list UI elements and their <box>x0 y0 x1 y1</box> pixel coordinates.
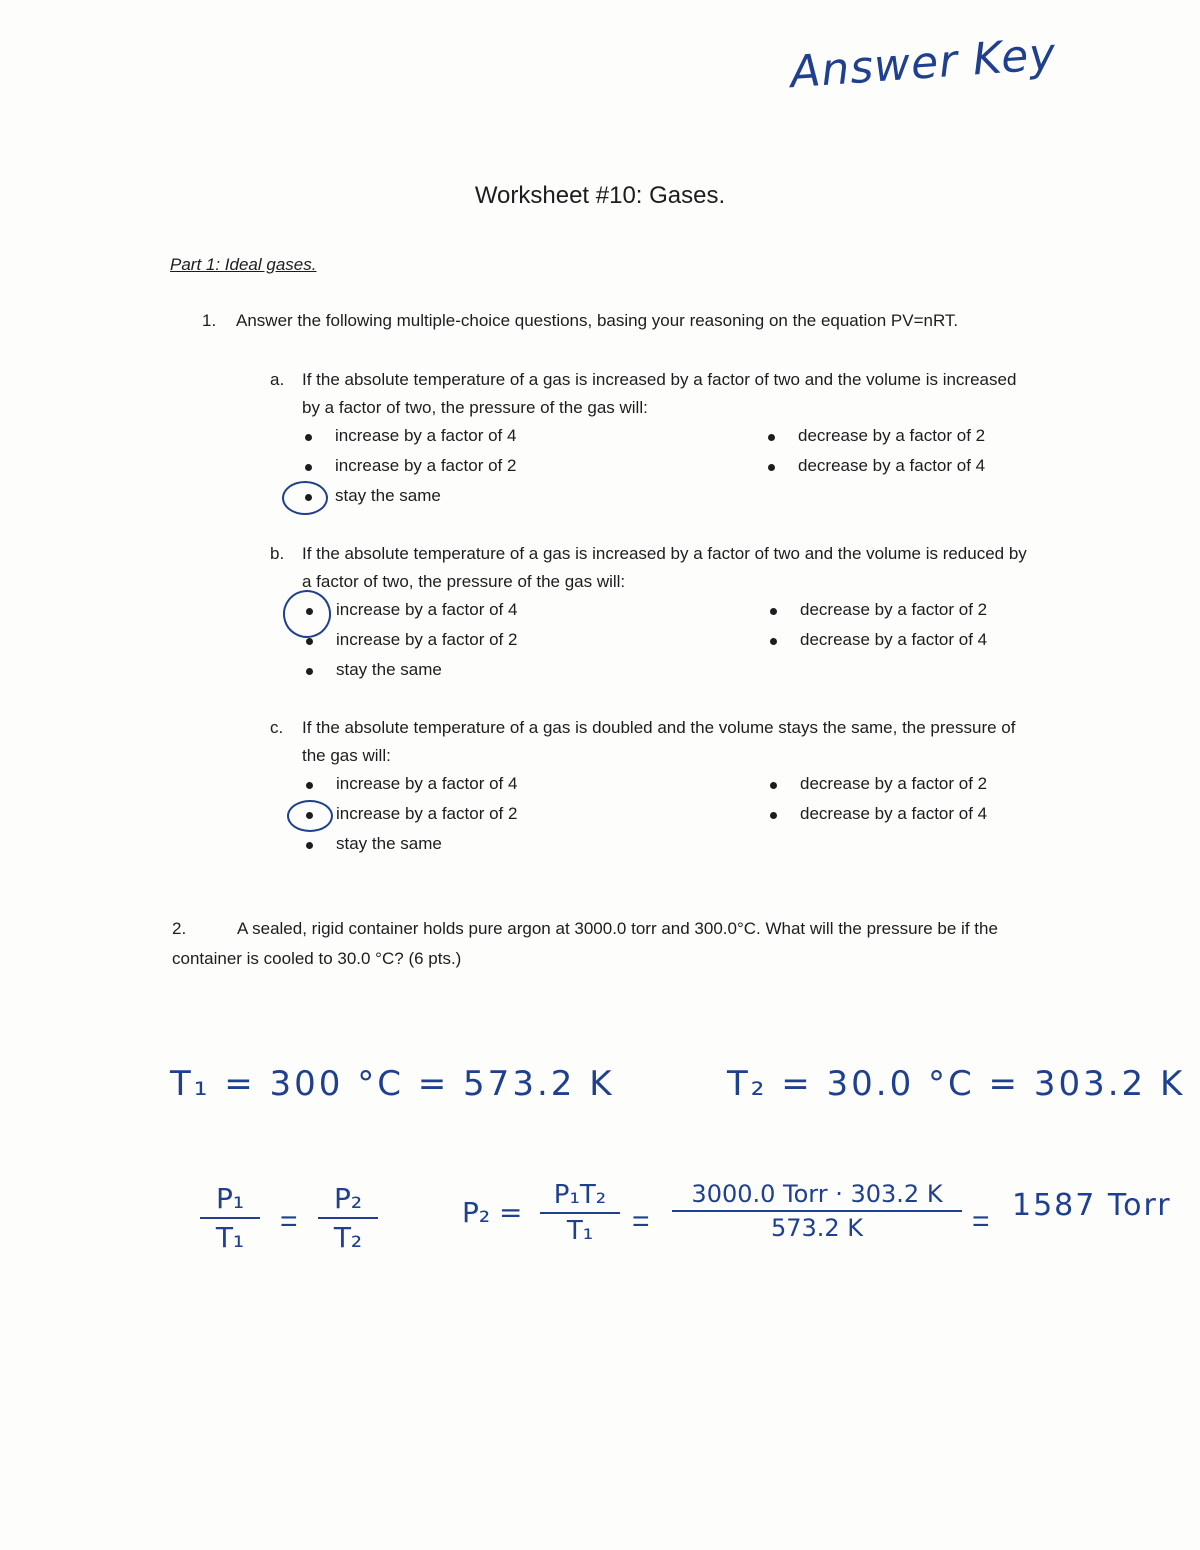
bullet-icon <box>305 464 312 471</box>
option-c-4[interactable]: decrease by a factor of 2 <box>800 774 987 794</box>
fraction-p1t2-t1: P₁T₂ T₁ <box>540 1180 620 1246</box>
option-c-2[interactable]: increase by a factor of 2 <box>336 804 517 824</box>
equals-sign-3: = <box>972 1205 990 1238</box>
fraction-bar <box>672 1210 962 1212</box>
fraction-bar <box>540 1212 620 1214</box>
subquestion-a <box>270 366 1030 422</box>
option-b-5[interactable]: decrease by a factor of 4 <box>800 630 987 650</box>
fraction-bar <box>200 1217 260 1219</box>
subquestion-c-stem: If the absolute temperature of a gas is doubled and the volume stays the same, the pressure of the gas will: <box>302 718 1016 765</box>
selected-answer-circle-a <box>282 481 328 515</box>
page-title: Worksheet #10: Gases. <box>474 182 726 209</box>
question-2-prompt: A sealed, rigid container holds pure argon at 3000.0 torr and 300.0°C. What will the pressure be if the container is cooled to 30.0 °C? (6 pts.) <box>172 919 998 968</box>
question-1-prompt: Answer the following multiple-choice questions, basing your reasoning on the equation PV=nRT. <box>236 311 959 330</box>
bullet-icon <box>770 812 777 819</box>
subquestion-a-letter: a. <box>270 370 285 389</box>
bullet-icon <box>770 782 777 789</box>
bullet-icon <box>306 638 313 645</box>
bullet-icon <box>770 638 777 645</box>
bullet-icon <box>768 464 775 471</box>
question-2 <box>172 914 1032 974</box>
work-t1-conversion: T₁ = 300 °C = 573.2 K <box>170 1064 615 1104</box>
bullet-icon <box>770 608 777 615</box>
selected-answer-circle-c <box>287 800 333 832</box>
subquestion-b-stem: If the absolute temperature of a gas is increased by a factor of two and the volume is reduced by a factor of two, the pressure of the gas will: <box>302 544 1027 591</box>
option-b-3[interactable]: stay the same <box>336 660 442 680</box>
equals-sign-1: = <box>280 1205 298 1238</box>
option-b-2[interactable]: increase by a factor of 2 <box>336 630 517 650</box>
question-2-number: 2. <box>172 919 187 938</box>
bullet-icon <box>306 668 313 675</box>
equals-sign-2: = <box>632 1205 650 1238</box>
bullet-icon <box>306 782 313 789</box>
bullet-icon <box>305 434 312 441</box>
answer-key-handwriting: Answer Key <box>788 28 1058 99</box>
option-a-4[interactable]: decrease by a factor of 2 <box>798 426 985 446</box>
work-result: 1587 Torr <box>1012 1188 1172 1223</box>
fraction-p1-t1: P₁ T₁ <box>200 1182 260 1254</box>
subquestion-c <box>270 714 1030 770</box>
option-c-5[interactable]: decrease by a factor of 4 <box>800 804 987 824</box>
option-b-4[interactable]: decrease by a factor of 2 <box>800 600 987 620</box>
question-1-number: 1. <box>202 311 217 330</box>
option-c-1[interactable]: increase by a factor of 4 <box>336 774 517 794</box>
part1-heading: Part 1: Ideal gases. <box>170 255 317 274</box>
bullet-icon <box>306 842 313 849</box>
question-1 <box>202 311 958 331</box>
subquestion-b-letter: b. <box>270 544 285 563</box>
fraction-p2-t2: P₂ T₂ <box>318 1182 378 1254</box>
work-p2-lhs: P₂ = <box>462 1196 523 1229</box>
option-a-3[interactable]: stay the same <box>335 486 441 506</box>
work-t2-conversion: T₂ = 30.0 °C = 303.2 K <box>727 1064 1186 1104</box>
option-a-5[interactable]: decrease by a factor of 4 <box>798 456 985 476</box>
subquestion-c-letter: c. <box>270 718 284 737</box>
subquestion-a-stem: If the absolute temperature of a gas is increased by a factor of two and the volume is increased by a factor of two, the pressure of the gas will: <box>302 370 1017 417</box>
option-b-1[interactable]: increase by a factor of 4 <box>336 600 517 620</box>
fraction-substitution: 3000.0 Torr · 303.2 K 573.2 K <box>672 1180 962 1242</box>
subquestion-b <box>270 540 1030 596</box>
option-c-3[interactable]: stay the same <box>336 834 442 854</box>
bullet-icon <box>768 434 775 441</box>
fraction-bar <box>318 1217 378 1219</box>
option-a-2[interactable]: increase by a factor of 2 <box>335 456 516 476</box>
option-a-1[interactable]: increase by a factor of 4 <box>335 426 516 446</box>
